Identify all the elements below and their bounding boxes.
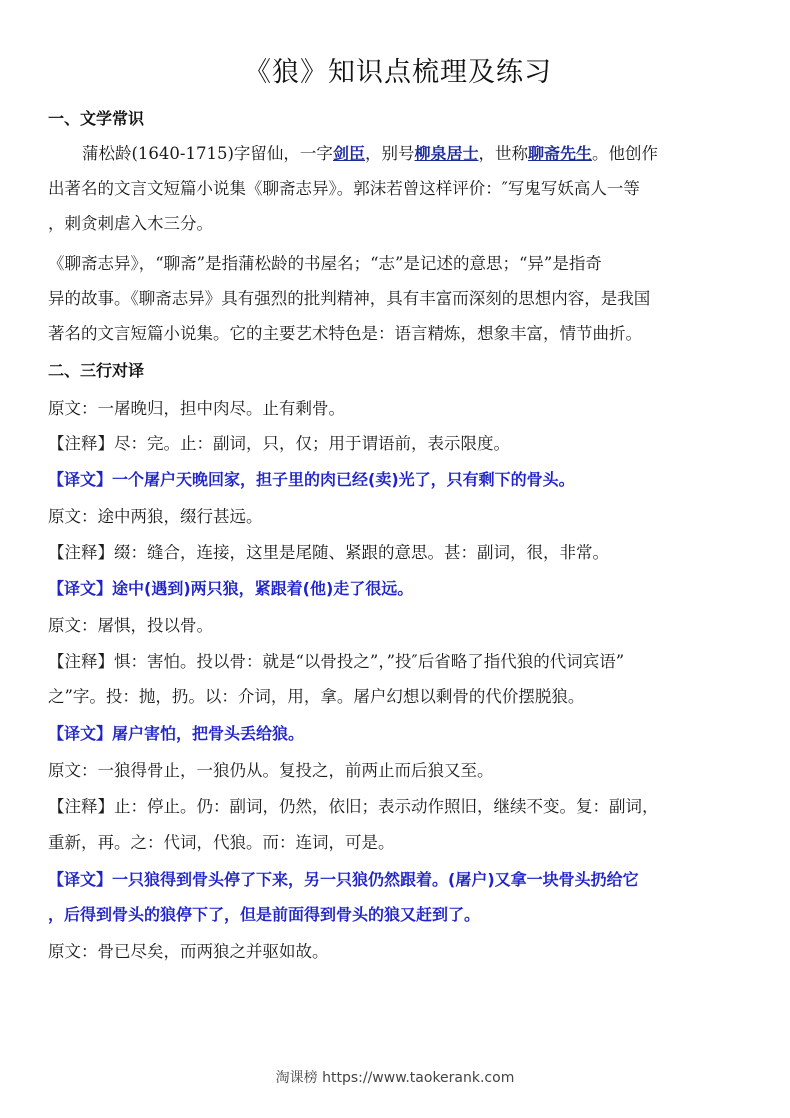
annotation-1: 【注释】尽：完。止：副词，只，仅；用于谓语前，表示限度。 bbox=[48, 434, 510, 453]
section-heading-literary-knowledge: 一、文学常识 bbox=[48, 109, 145, 128]
annotation-4-line-1: 【注释】止：停止。仍：副词，仍然，依旧；表示动作照旧，继续不变。复：副词， bbox=[48, 797, 659, 816]
text-segment: 。他创作 bbox=[591, 144, 658, 163]
text-segment: 蒲松龄(1640-1715)字留仙，一字 bbox=[82, 144, 333, 163]
paragraph-author-line-1 bbox=[48, 143, 658, 165]
original-text-5: 原文：骨已尽矣，而两狼之并驱如故。 bbox=[48, 942, 329, 961]
text-segment: ，世称 bbox=[478, 144, 528, 163]
translation-3: 【译文】屠户害怕，把骨头丢给狼。 bbox=[48, 724, 305, 743]
original-text-2: 原文：途中两狼，缀行甚远。 bbox=[48, 507, 263, 526]
page-title: 《狼》知识点梳理及练习 bbox=[244, 57, 552, 88]
translation-4-line-2: ，后得到骨头的狼停下了，但是前面得到骨头的狼又赶到了。 bbox=[48, 905, 481, 924]
paragraph-liaozhai-line-1: 《聊斋志异》，“聊斋”是指蒲松龄的书屋名；“志”是记述的意思；“异”是指奇 bbox=[48, 254, 602, 273]
original-text-4: 原文：一狼得骨止，一狼仍从。复投之，前两止而后狼又至。 bbox=[48, 761, 494, 780]
original-text-3: 原文：屠惧，投以骨。 bbox=[48, 616, 213, 635]
paragraph-author-line-2: 出著名的文言文短篇小说集《聊斋志异》。郭沫若曾这样评价：″写鬼写妖高人一等 bbox=[48, 179, 640, 198]
original-text-1: 原文：一屠晚归，担中肉尽。止有剩骨。 bbox=[48, 399, 345, 418]
link-jianchen[interactable]: 剑臣 bbox=[332, 144, 365, 163]
translation-1: 【译文】一个屠户天晚回家，担子里的肉已经(卖)光了，只有剩下的骨头。 bbox=[48, 470, 575, 489]
section-heading-three-line-translation: 二、三行对译 bbox=[48, 361, 145, 380]
annotation-2: 【注释】缀：缝合，连接，这里是尾随、紧跟的意思。甚：副词，很，非常。 bbox=[48, 543, 609, 562]
text-segment: ，别号 bbox=[364, 144, 415, 163]
paragraph-liaozhai-line-2: 异的故事。《聊斋志异》具有强烈的批判精神，具有丰富而深刻的思想内容，是我国 bbox=[48, 289, 651, 308]
link-liaozhai-xiansheng[interactable]: 聊斋先生 bbox=[527, 144, 592, 163]
annotation-3-line-1: 【注释】惧：害怕。投以骨：就是“以骨投之”，”投″后省略了指代狼的代词宾语” bbox=[48, 652, 625, 671]
paragraph-liaozhai-line-3: 著名的文言短篇小说集。它的主要艺术特色是：语言精炼，想象丰富，情节曲折。 bbox=[48, 324, 642, 343]
translation-2: 【译文】途中(遇到)两只狼，紧跟着(他)走了很远。 bbox=[48, 579, 414, 598]
annotation-4-line-2: 重新，再。之：代词，代狼。而：连词，可是。 bbox=[48, 833, 395, 852]
paragraph-author-line-3: ，刺贪刺虐入木三分。 bbox=[48, 214, 213, 233]
annotation-3-line-2: 之”字。投：抛，扔。以：介词，用，拿。屠户幻想以剩骨的代价摆脱狼。 bbox=[48, 687, 585, 706]
link-liuquan-jushi[interactable]: 柳泉居士 bbox=[414, 144, 479, 163]
footer-watermark: 淘课榜 https://www.taokerank.com bbox=[275, 1070, 515, 1086]
translation-4-line-1: 【译文】一只狼得到骨头停了下来，另一只狼仍然跟着。(屠户)又拿一块骨头扔给它 bbox=[48, 870, 639, 889]
